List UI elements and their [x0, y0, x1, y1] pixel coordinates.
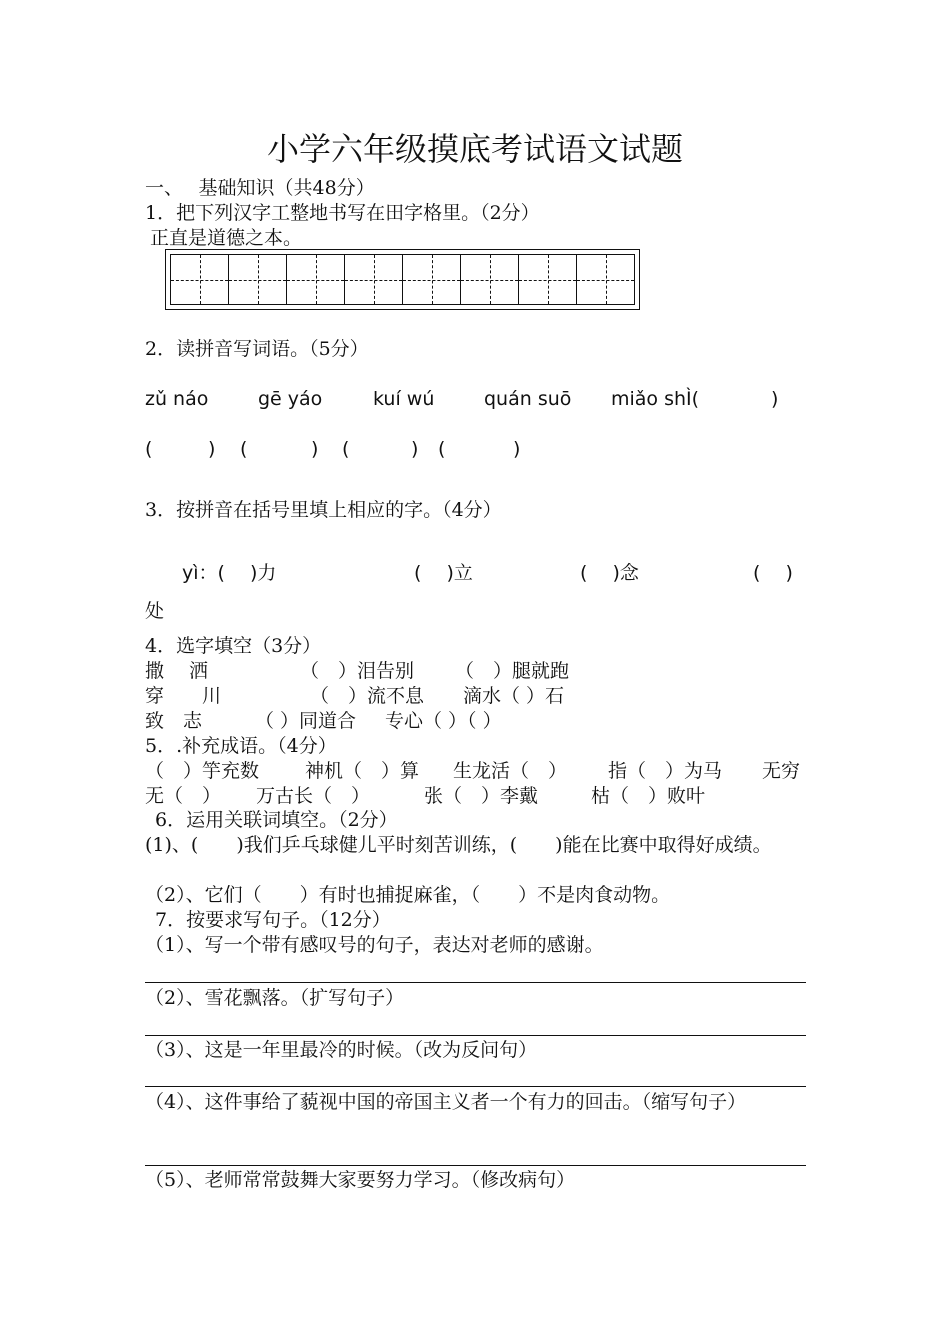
q3-item: ( ) [753, 562, 793, 584]
q3-item: yì：( )力 [182, 562, 277, 584]
q5-idiom: 无穷 [762, 760, 801, 782]
q1-text: 正直是道德之本。 [150, 227, 303, 249]
pinyin-word: quán suō [484, 388, 572, 410]
q4-choice: 撒 洒 [145, 660, 209, 682]
pinyin-word: miǎo shÌ( [611, 388, 700, 410]
grid-cell[interactable] [229, 254, 287, 305]
q7-prompt: 7．按要求写句子。（12分） [155, 909, 391, 931]
q3-item: ( )立 [414, 562, 473, 584]
q7-item: （3）、这是一年里最冷的时候。（改为反问句） [145, 1039, 538, 1061]
q5-idiom: 指（ ）为马 [608, 760, 723, 782]
answer-line[interactable] [145, 1086, 806, 1087]
q7-item: （5）、老师常常鼓舞大家要努力学习。（修改病句） [145, 1169, 576, 1191]
answer-paren-close: ) [411, 438, 419, 460]
q4-blank: （ ）流不息 [310, 685, 425, 707]
pinyin-word: gē yáo [258, 388, 323, 410]
pinyin-word: kuí wú [373, 388, 435, 410]
pinyin-word: zǔ náo [145, 388, 209, 410]
pinyin-paren-close: ) [771, 388, 779, 410]
answer-line[interactable] [145, 1165, 806, 1166]
q5-idiom: 万古长（ ） [256, 785, 371, 807]
grid-cell[interactable] [577, 254, 635, 305]
q2-prompt: 2．读拼音写词语。（5分） [145, 338, 369, 360]
answer-paren-open: ( [342, 438, 350, 460]
grid-cell[interactable] [461, 254, 519, 305]
section-heading: 一、 基础知识（共48分） [145, 177, 375, 199]
q7-item: （4）、这件事给了藐视中国的帝国主义者一个有力的回击。（缩写句子） [145, 1091, 747, 1113]
q4-choice: 致 志 [145, 710, 203, 732]
q6-sentence-2: （2）、它们（ ）有时也捕捉麻雀，（ ）不是肉食动物。 [145, 884, 671, 906]
tianzige-grid[interactable] [165, 249, 640, 310]
q5-idiom: （ ）竽充数 [145, 760, 260, 782]
grid-cell[interactable] [519, 254, 577, 305]
q4-blank: （ ）同道合 [255, 710, 357, 732]
q1-prompt: 1．把下列汉字工整地书写在田字格里。（2分） [145, 202, 540, 224]
q3-item: ( )念 [580, 562, 639, 584]
q5-idiom: 生龙活（ ） [453, 760, 568, 782]
answer-paren-open: ( [145, 438, 153, 460]
q6-sentence-1: (1)、( )我们乒乓球健儿平时刻苦训练，( )能在比赛中取得好成绩。 [145, 834, 772, 856]
answer-line[interactable] [145, 982, 806, 983]
q5-idiom: 无（ ） [145, 785, 222, 807]
q4-blank: 滴水（ ）石 [463, 685, 565, 707]
answer-paren-close: ) [208, 438, 216, 460]
answer-paren-open: ( [438, 438, 446, 460]
grid-cell[interactable] [287, 254, 345, 305]
q5-idiom: 枯（ ）败叶 [591, 785, 706, 807]
answer-line[interactable] [145, 1035, 806, 1036]
grid-cell[interactable] [345, 254, 403, 305]
exam-title: 小学六年级摸底考试语文试题 [266, 130, 683, 168]
q4-choice: 穿 川 [145, 685, 222, 707]
q5-idiom: 张（ ）李戴 [424, 785, 539, 807]
answer-paren-open: ( [240, 438, 248, 460]
q4-blank: （ ）腿就跑 [455, 660, 570, 682]
q4-blank: 专心（ ）（ ） [385, 710, 502, 732]
answer-paren-close: ) [513, 438, 521, 460]
q3-prompt: 3．按拼音在括号里填上相应的字。（4分） [145, 499, 502, 521]
q4-blank: （ ）泪告别 [300, 660, 415, 682]
q5-idiom: 神机（ ）算 [305, 760, 420, 782]
answer-paren-close: ) [311, 438, 319, 460]
q7-item: （1）、写一个带有感叹号的句子，表达对老师的感谢。 [145, 934, 604, 956]
q7-item: （2）、雪花飘落。（扩写句子） [145, 987, 405, 1009]
grid-cell[interactable] [403, 254, 461, 305]
grid-cell[interactable] [170, 254, 229, 305]
q5-prompt: 5．.补充成语。（4分） [145, 735, 337, 757]
q4-prompt: 4．选字填空（3分） [145, 635, 322, 657]
q6-prompt: 6．运用关联词填空。（2分） [155, 809, 398, 831]
q3-wrap: 处 [145, 600, 165, 622]
